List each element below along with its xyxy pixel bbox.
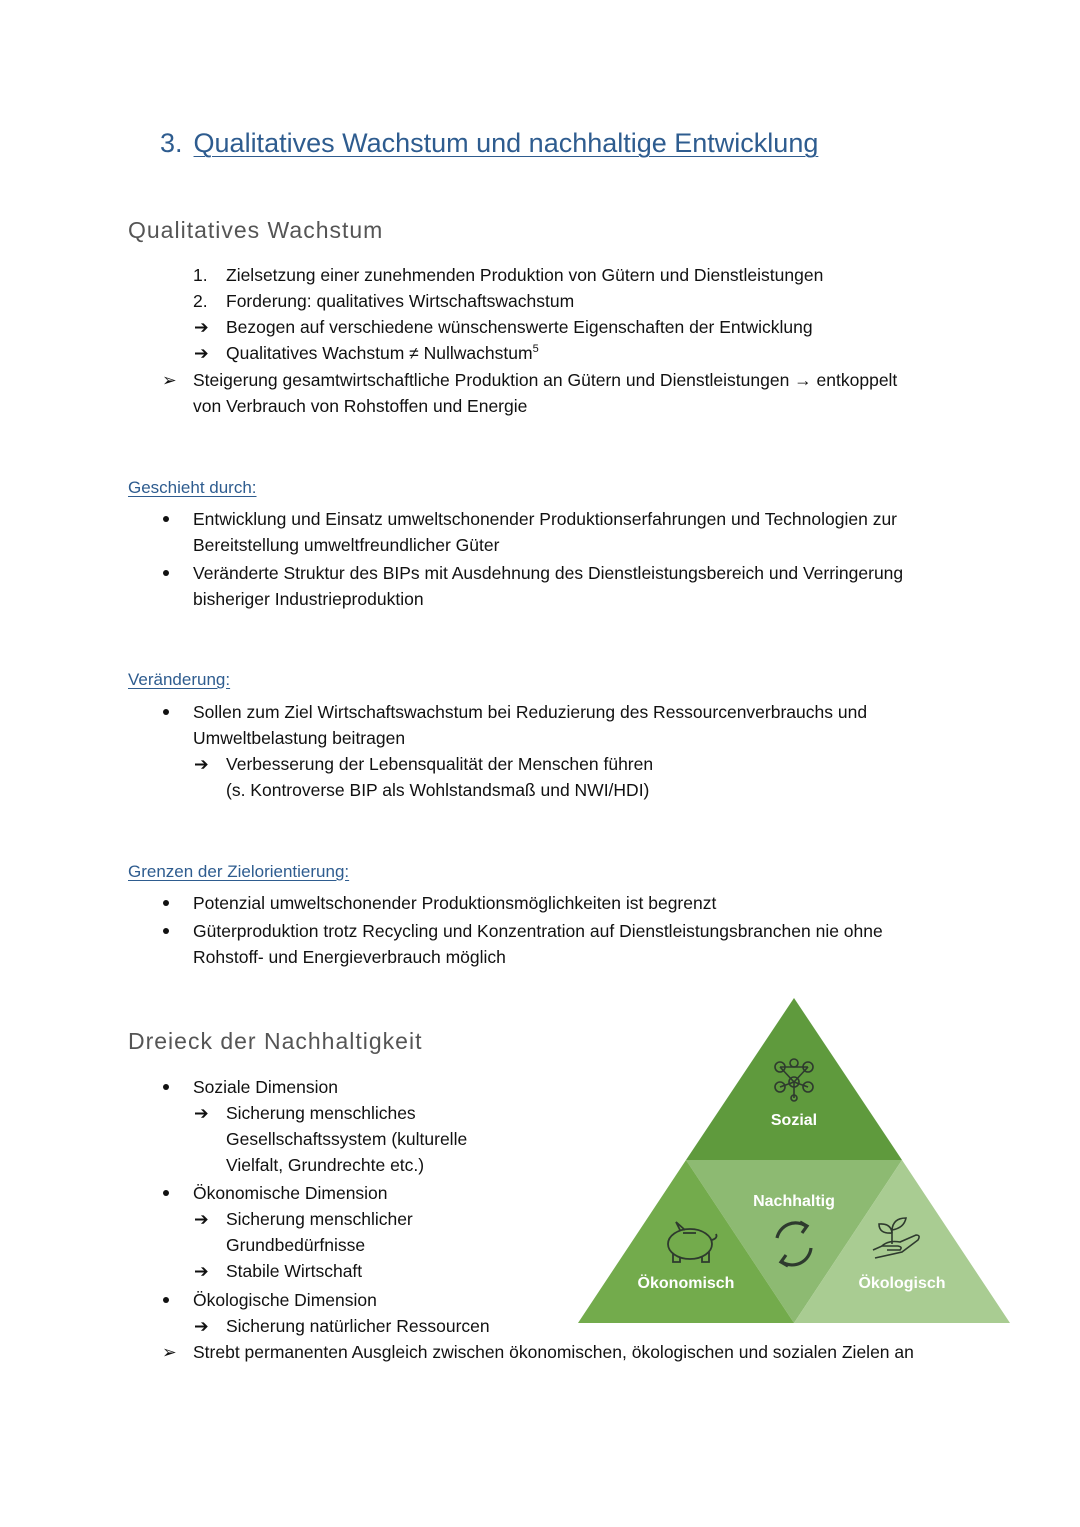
heading-title: Qualitatives Wachstum und nachhaltige Entwicklung [193,128,819,158]
subheading-grenzen: Grenzen der Zielorientierung: [128,862,350,881]
arrow-text: Grundbedürfnisse [226,1235,366,1255]
bullet-text: Soziale Dimension [193,1077,338,1097]
arrow-text: Stabile Wirtschaft [226,1261,363,1281]
arrow-text: Vielfalt, Grundrechte etc.) [226,1155,425,1175]
bullet-icon [163,516,169,522]
triangle-label-sozial: Sozial [770,1112,818,1129]
page-title [160,128,818,159]
arrow-icon: ➔ [194,754,209,774]
triangle-bullet-icon: ➢ [162,1342,177,1362]
triangle-segment-sozial [686,998,902,1160]
arrow-icon: ➔ [194,1261,209,1281]
summary-line: von Verbrauch von Rohstoffen und Energie [193,396,528,416]
bullet-text: Ökologische Dimension [193,1290,377,1310]
summary-line: Strebt permanenten Ausgleich zwischen ökonomischen, ökologischen und sozialen Zielen an [193,1342,914,1362]
triangle-label-nachhaltig: Nachhaltig [753,1193,835,1210]
bullet-text: Sollen zum Ziel Wirtschaftswachstum bei Reduzierung des Ressourcenverbrauchs und [193,702,868,722]
bullet-text: Güterproduktion trotz Recycling und Konzentration auf Dienstleistungsbranchen nie ohne [193,921,883,941]
arrow-text: Sicherung natürlicher Ressourcen [226,1316,490,1336]
arrow-icon: ➔ [194,1103,209,1123]
bullet-icon [163,1190,169,1196]
list-number: 1. [193,265,208,285]
arrow-icon: ➔ [194,343,209,363]
heading-number: 3. [160,128,183,158]
bullet-text: Umweltbelastung beitragen [193,728,406,748]
arrow-icon: ➔ [194,1316,209,1336]
sustainability-triangle [570,990,1020,1335]
triangle-label-oekologisch: Ökologisch [858,1275,946,1292]
list-number: 2. [193,291,208,311]
list-item-text: Zielsetzung einer zunehmenden Produktion von Gütern und Dienstleistungen [226,265,824,285]
bullet-icon [163,1084,169,1090]
bullet-text: Ökonomische Dimension [193,1183,388,1203]
footnote-ref: 5 [532,343,539,356]
bullet-icon [163,709,169,715]
arrow-text: Verbesserung der Lebensqualität der Menschen führen [226,754,654,774]
summary-line: Steigerung gesamtwirtschaftliche Produktion an Gütern und Dienstleistungen → entkoppelt [193,370,898,390]
list-item-text: Forderung: qualitatives Wirtschaftswachstum [226,291,575,311]
bullet-text: Rohstoff- und Energieverbrauch möglich [193,947,506,967]
triangle-label-oekonomisch: Ökonomisch [637,1275,735,1292]
bullet-icon [163,570,169,576]
subheading-veraenderung: Veränderung: [128,670,231,689]
bullet-icon [163,900,169,906]
section-title-dreieck: Dreieck der Nachhaltigkeit [128,1028,423,1054]
arrow-icon: ➔ [194,1209,209,1229]
bullet-text: Bereitstellung umweltfreundlicher Güter [193,535,500,555]
list-item [193,262,208,288]
bullet-text: bisheriger Industrieproduktion [193,589,424,609]
bullet-text: Potenzial umweltschonender Produktionsmöglichkeiten ist begrenzt [193,893,717,913]
list-item-text: Qualitatives Wachstum ≠ Nullwachstum$^5$ [226,343,539,363]
section-title-qualitatives-wachstum: Qualitatives Wachstum [128,217,384,243]
arrow-text: Sicherung menschlicher [226,1209,413,1229]
subheading-geschieht-durch: Geschieht durch: [128,478,257,497]
bullet-icon [163,1297,169,1303]
arrow-text: Sicherung menschliches [226,1103,416,1123]
arrow-text: (s. Kontroverse BIP als Wohlstandsmaß und NWI/HDI) [226,780,650,800]
bullet-text: Veränderte Struktur des BIPs mit Ausdehnung des Dienstleistungsbereich und Verringerung [193,563,904,583]
arrow-icon: ➔ [194,317,209,337]
arrow-text: Gesellschaftssystem (kulturelle [226,1129,468,1149]
bullet-icon [163,928,169,934]
triangle-bullet-icon: ➢ [162,370,177,390]
bullet-text: Entwicklung und Einsatz umweltschonender Produktionserfahrungen und Technologien zur [193,509,898,529]
list-item-text: Bezogen auf verschiedene wünschenswerte Eigenschaften der Entwicklung [226,317,813,337]
